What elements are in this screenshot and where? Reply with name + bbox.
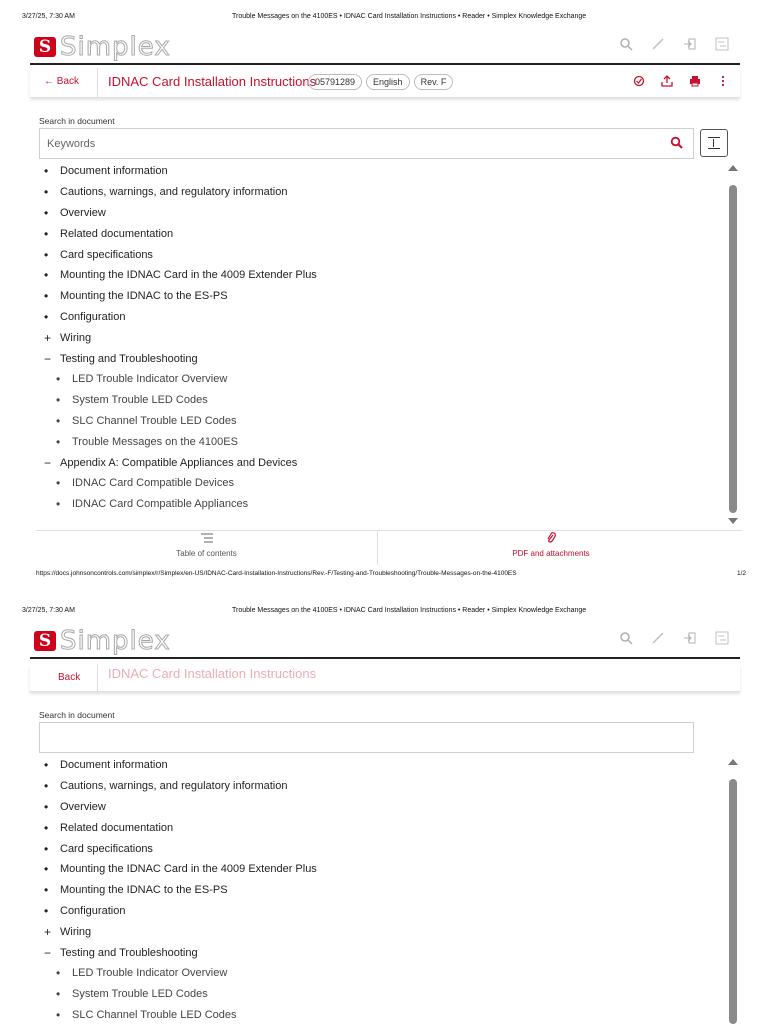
divider	[97, 68, 98, 98]
toc-item[interactable]	[44, 880, 714, 901]
table-of-contents-page-2	[44, 755, 714, 1024]
toc-item-label: Configuration	[60, 904, 126, 917]
header-actions	[618, 631, 730, 647]
document-title: IDNAC Card Installation Instructions	[108, 74, 317, 89]
document-bar	[30, 68, 740, 98]
bullet-icon: •	[56, 393, 61, 408]
toc-item[interactable]	[44, 307, 714, 328]
bullet-icon: •	[44, 185, 49, 200]
toc-item[interactable]	[44, 327, 714, 348]
toc-item[interactable]	[44, 223, 714, 244]
search-icon[interactable]	[618, 37, 634, 53]
pencil-icon[interactable]	[650, 37, 666, 53]
sign-in-icon[interactable]	[682, 631, 698, 647]
bottom-navigation	[36, 530, 742, 564]
toc-item[interactable]	[44, 390, 714, 411]
toc-item[interactable]	[44, 797, 714, 818]
doc-number-pill: 05791289	[308, 74, 362, 90]
toc-item-label: Testing and Troubleshooting	[60, 946, 198, 959]
bullet-icon: •	[44, 903, 49, 918]
toc-item[interactable]	[44, 411, 714, 432]
toc-item-label: System Trouble LED Codes	[72, 988, 208, 1001]
toc-item-label: IDNAC Card Compatible Appliances	[72, 498, 249, 511]
bullet-icon: •	[44, 779, 49, 794]
toc-item[interactable]	[44, 776, 714, 797]
search-placeholder: Keywords	[47, 138, 96, 150]
document-actions	[632, 75, 730, 90]
simplex-logo[interactable]	[34, 626, 171, 656]
back-button[interactable]: Back	[58, 672, 81, 683]
logo-text: Simplex	[60, 626, 171, 656]
translate-icon[interactable]	[714, 37, 730, 53]
toc-item[interactable]	[44, 1005, 714, 1024]
toc-item[interactable]	[44, 859, 714, 880]
print-header	[0, 13, 768, 27]
bullet-icon: •	[56, 413, 61, 428]
toc-item[interactable]	[44, 452, 714, 473]
toc-item-label: Card specifications	[60, 248, 153, 261]
toc-item-label: Testing and Troubleshooting	[60, 352, 198, 365]
bullet-icon: •	[56, 966, 61, 981]
collapse-icon[interactable]: −	[44, 351, 52, 366]
bullet-icon: •	[44, 226, 49, 241]
toc-item[interactable]	[44, 161, 714, 182]
toc-item-label: Cautions, warnings, and regulatory information	[60, 780, 288, 793]
logo-text: Simplex	[60, 32, 171, 62]
bullet-icon: •	[56, 1007, 61, 1022]
toc-item[interactable]	[44, 369, 714, 390]
toc-item-label: Cautions, warnings, and regulatory information	[60, 186, 288, 199]
print-url: https://docs.johnsoncontrols.com/simplex/r/Simplex/en-US/IDNAC-Card-Installation-Instructions/Rev.-F/Testing-and-Troubleshooting/Trouble-Messages-on-the-4100ES	[36, 570, 517, 577]
sign-in-icon[interactable]	[682, 37, 698, 53]
toc-item[interactable]	[44, 473, 714, 494]
bullet-icon: •	[44, 820, 49, 835]
search-label: Search in document	[39, 116, 115, 126]
pdf-tab-label: PDF and attachments	[512, 549, 590, 558]
back-button[interactable]: ← Back	[44, 76, 80, 87]
collapse-icon	[713, 139, 714, 147]
scrollbar-thumb[interactable]	[729, 779, 737, 1024]
toc-item-label: Overview	[60, 800, 106, 813]
toc-tab-label: Table of contents	[176, 549, 237, 558]
toc-item-label: SLC Channel Trouble LED Codes	[72, 414, 237, 427]
document-search-input[interactable]	[39, 128, 694, 159]
toc-item-label: LED Trouble Indicator Overview	[72, 967, 228, 980]
bullet-icon: •	[44, 205, 49, 220]
logo-mark: S	[34, 37, 56, 57]
toc-item-label: Configuration	[60, 310, 126, 323]
print-title: Trouble Messages on the 4100ES • IDNAC Card Installation Instructions • Reader • Simplex Knowledge Exchange	[232, 607, 587, 614]
toc-item-label: Wiring	[60, 925, 92, 938]
toc-item[interactable]	[44, 838, 714, 859]
toc-item-label: Related documentation	[60, 227, 174, 240]
collapse-all-button[interactable]	[700, 129, 728, 157]
bullet-icon: •	[44, 309, 49, 324]
bullet-icon: •	[56, 372, 61, 387]
bullet-icon: •	[44, 289, 49, 304]
feedback-icon[interactable]	[632, 75, 646, 90]
toc-item[interactable]	[44, 286, 714, 307]
print-title: Trouble Messages on the 4100ES • IDNAC Card Installation Instructions • Reader • Simplex Knowledge Exchange	[232, 13, 587, 20]
divider	[97, 664, 98, 694]
expand-icon[interactable]: +	[44, 330, 52, 345]
toc-item[interactable]	[44, 494, 714, 515]
scroll-down-arrow[interactable]	[728, 518, 738, 524]
document-search-input[interactable]	[39, 722, 694, 753]
bullet-icon: •	[44, 799, 49, 814]
bullet-icon: •	[56, 434, 61, 449]
bullet-icon: •	[44, 883, 49, 898]
pdf-attachments-tab[interactable]	[380, 531, 722, 565]
bullet-icon: •	[56, 987, 61, 1002]
toc-item[interactable]	[44, 431, 714, 452]
toc-item-label: Appendix A: Compatible Appliances and Devices	[60, 456, 298, 469]
scrollbar-thumb[interactable]	[729, 185, 737, 513]
toc-item-label: Mounting the IDNAC Card in the 4009 Extender Plus	[60, 269, 317, 282]
header-actions	[618, 37, 730, 53]
search-label: Search in document	[39, 710, 115, 720]
toc-item-label: IDNAC Card Compatible Devices	[72, 477, 234, 490]
share-icon[interactable]	[660, 75, 674, 90]
revision-pill[interactable]: Rev. F	[414, 74, 454, 90]
toc-item-label: Mounting the IDNAC to the ES-PS	[60, 290, 228, 303]
toc-item-label: Card specifications	[60, 842, 153, 855]
print-date: 3/27/25, 7:30 AM	[22, 607, 75, 614]
toc-item-label: Document information	[60, 759, 168, 772]
toc-item-label: Related documentation	[60, 821, 174, 834]
toc-item[interactable]	[44, 755, 714, 776]
toc-item[interactable]	[44, 265, 714, 286]
site-header	[30, 31, 740, 65]
bullet-icon: •	[44, 841, 49, 856]
pencil-icon[interactable]	[650, 631, 666, 647]
simplex-logo[interactable]	[34, 32, 171, 62]
document-title: IDNAC Card Installation Instructions	[108, 666, 317, 681]
expand-icon[interactable]: +	[44, 924, 52, 939]
translate-icon[interactable]	[714, 631, 730, 647]
bullet-icon: •	[44, 758, 49, 773]
collapse-icon[interactable]: −	[44, 945, 52, 960]
toc-item[interactable]	[44, 921, 714, 942]
bullet-icon: •	[56, 497, 61, 512]
print-page-number: 1/2	[736, 570, 746, 577]
toc-item[interactable]	[44, 984, 714, 1005]
bullet-icon: •	[44, 268, 49, 283]
toc-item[interactable]	[44, 244, 714, 265]
toc-item[interactable]	[44, 901, 714, 922]
toc-item[interactable]	[44, 942, 714, 963]
document-bar-page-2	[30, 664, 740, 692]
language-pill[interactable]: English	[366, 74, 410, 90]
scroll-up-arrow[interactable]	[728, 165, 738, 171]
print-date: 3/27/25, 7:30 AM	[22, 13, 75, 20]
bullet-icon: •	[56, 476, 61, 491]
search-icon[interactable]	[618, 631, 634, 647]
paperclip-icon	[380, 531, 722, 549]
list-icon	[36, 531, 377, 549]
site-header-page-2	[30, 625, 740, 659]
table-of-contents	[44, 161, 714, 515]
print-header-page-2	[0, 607, 768, 621]
toc-item[interactable]	[44, 203, 714, 224]
toc-item-label: SLC Channel Trouble LED Codes	[72, 1008, 237, 1021]
bullet-icon: •	[44, 862, 49, 877]
toc-item-label: LED Trouble Indicator Overview	[72, 373, 228, 386]
toc-item-label: Wiring	[60, 331, 92, 344]
bullet-icon: •	[44, 164, 49, 179]
bullet-icon: •	[44, 247, 49, 262]
toc-item-label: Overview	[60, 206, 106, 219]
scroll-up-arrow[interactable]	[728, 759, 738, 765]
table-of-contents-tab[interactable]	[36, 531, 378, 565]
toc-item-label: Mounting the IDNAC to the ES-PS	[60, 884, 228, 897]
document-metadata	[308, 74, 453, 90]
collapse-icon[interactable]: −	[44, 455, 52, 470]
search-icon[interactable]	[670, 136, 684, 150]
toc-item-label: Mounting the IDNAC Card in the 4009 Extender Plus	[60, 863, 317, 876]
toc-item-label: Document information	[60, 165, 168, 178]
more-options-icon[interactable]	[716, 75, 730, 90]
toc-item-label: System Trouble LED Codes	[72, 394, 208, 407]
logo-mark: S	[34, 631, 56, 651]
toc-item[interactable]	[44, 348, 714, 369]
toc-item[interactable]	[44, 963, 714, 984]
print-icon[interactable]	[688, 75, 702, 90]
toc-item[interactable]	[44, 182, 714, 203]
toc-item[interactable]	[44, 817, 714, 838]
toc-item-label: Trouble Messages on the 4100ES	[72, 435, 238, 448]
